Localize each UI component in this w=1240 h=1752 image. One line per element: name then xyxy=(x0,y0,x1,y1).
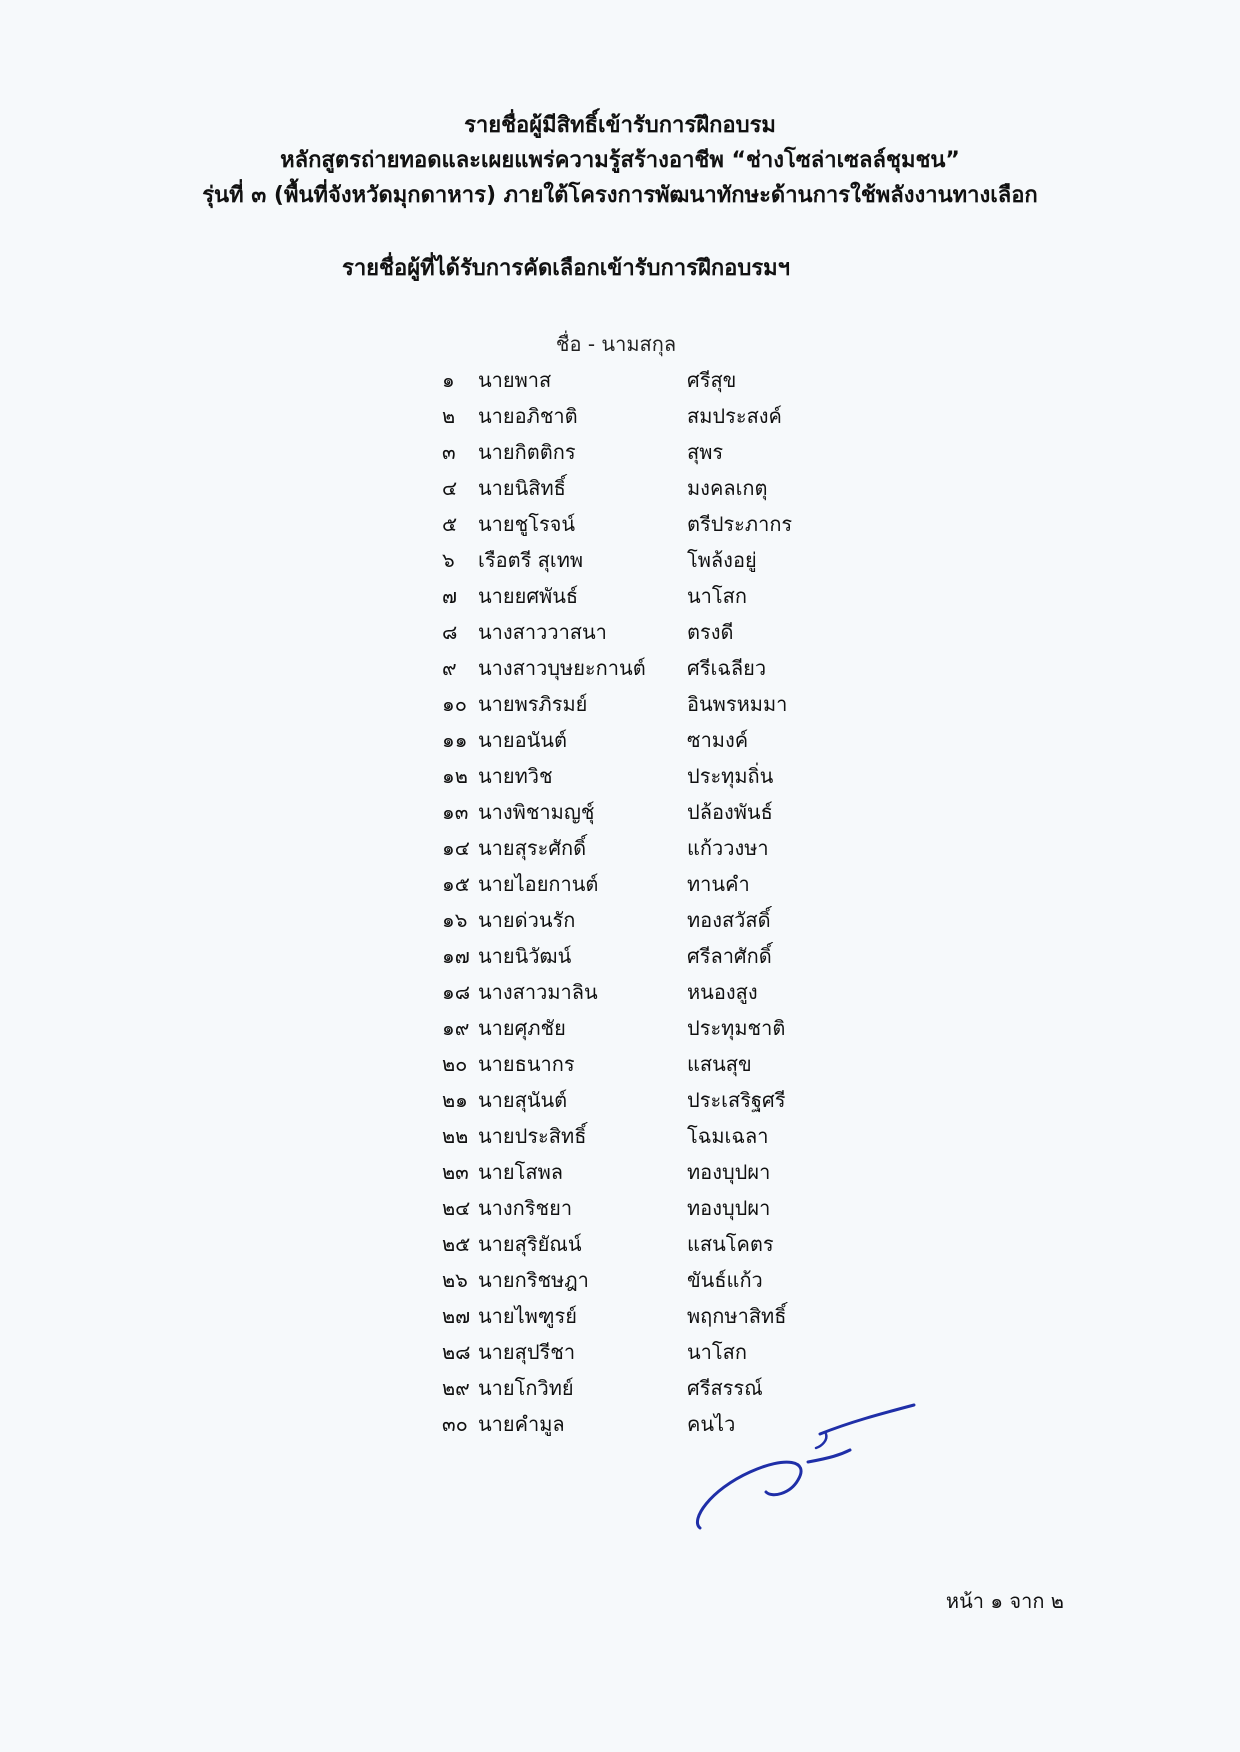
last-name: ประทุมถิ่น xyxy=(687,764,774,788)
last-name: แก้ววงษา xyxy=(687,836,769,860)
row-number: ๑๒ xyxy=(442,764,468,788)
first-name: นายนิวัฒน์ xyxy=(478,944,572,968)
first-name: นายศุภชัย xyxy=(478,1016,566,1040)
list-item xyxy=(442,398,847,434)
list-item xyxy=(442,974,847,1010)
row-number: ๗ xyxy=(442,584,458,608)
list-item xyxy=(442,1118,847,1154)
first-name: นางพิชามญชุ์ xyxy=(478,800,595,824)
list-item xyxy=(442,794,847,830)
last-name: โพล้งอยู่ xyxy=(687,548,757,572)
header-batch: รุ่นที่ ๓ (พื้นที่จังหวัดมุกดาหาร) ภายใต้โครงการพัฒนาทักษะด้านการใช้พลังงานทางเลือก xyxy=(202,183,1038,208)
last-name: ซามงค์ xyxy=(687,728,749,752)
name-column-header: ชื่อ - นามสกุล xyxy=(555,332,677,356)
list-item xyxy=(442,1262,847,1298)
last-name: ปล้องพันธ์ xyxy=(687,800,773,824)
list-item xyxy=(442,578,847,614)
last-name: ตรีประภากร xyxy=(687,512,793,536)
list-item xyxy=(442,1298,847,1334)
first-name: นายคำมูล xyxy=(478,1412,565,1436)
list-item xyxy=(442,470,847,506)
first-name: นายสุนันต์ xyxy=(478,1088,568,1112)
row-number: ๒๖ xyxy=(442,1268,468,1292)
row-number: ๒๙ xyxy=(442,1376,470,1400)
row-number: ๕ xyxy=(442,512,458,536)
last-name: ประเสริฐศรี xyxy=(687,1088,786,1112)
row-number: ๒๒ xyxy=(442,1124,469,1148)
last-name: นาโสก xyxy=(687,584,747,608)
last-name: นาโสก xyxy=(687,1340,747,1364)
first-name: นายอภิชาติ xyxy=(478,404,578,428)
first-name: นางสาวบุษยะกานต์ xyxy=(478,656,646,680)
header-title: รายชื่อผู้มีสิทธิ์เข้ารับการฝึกอบรม xyxy=(464,113,776,138)
first-name: นายสุริยัณน์ xyxy=(478,1232,582,1256)
list-item xyxy=(442,722,847,758)
row-number: ๑๘ xyxy=(442,980,471,1004)
last-name: ประทุมชาติ xyxy=(687,1016,786,1040)
row-number: ๒๗ xyxy=(442,1304,471,1328)
list-item xyxy=(442,1334,847,1370)
row-number: ๒๔ xyxy=(442,1196,471,1220)
first-name: นายอนันต์ xyxy=(478,728,567,752)
last-name: ทานคำ xyxy=(687,872,750,896)
first-name: นายสุปรีชา xyxy=(478,1340,576,1364)
list-item xyxy=(442,758,847,794)
row-number: ๑๖ xyxy=(442,908,468,932)
list-item xyxy=(442,506,847,542)
list-item xyxy=(442,686,847,722)
last-name: ทองบุปผา xyxy=(687,1160,771,1184)
first-name: เรือตรี สุเทพ xyxy=(478,548,584,572)
participant-list xyxy=(442,362,847,1442)
first-name: นายกริชษฎา xyxy=(478,1268,589,1292)
first-name: นายธนากร xyxy=(478,1052,575,1076)
list-item xyxy=(442,938,847,974)
row-number: ๒๐ xyxy=(442,1052,468,1076)
row-number: ๖ xyxy=(442,548,455,572)
header-course: หลักสูตรถ่ายทอดและเผยแพร่ความรู้สร้างอาชีพ “ช่างโซล่าเซลล์ชุมชน” xyxy=(280,148,960,173)
list-item xyxy=(442,830,847,866)
row-number: ๓ xyxy=(442,440,456,464)
list-item xyxy=(442,1226,847,1262)
last-name: สมประสงค์ xyxy=(687,404,782,428)
first-name: นางสาวมาลิน xyxy=(478,980,598,1004)
row-number: ๓๐ xyxy=(442,1412,468,1436)
row-number: ๑๐ xyxy=(442,692,467,716)
list-item xyxy=(442,362,847,398)
first-name: นายโสพล xyxy=(478,1160,564,1184)
row-number: ๑๔ xyxy=(442,836,470,860)
last-name: ตรงดี xyxy=(687,620,734,644)
first-name: นายพาส xyxy=(478,368,552,392)
first-name: นายไอยกานต์ xyxy=(478,872,599,896)
last-name: แสนโคตร xyxy=(687,1232,774,1256)
row-number: ๑๓ xyxy=(442,800,469,824)
row-number: ๒๘ xyxy=(442,1340,471,1364)
list-item xyxy=(442,542,847,578)
last-name: แสนสุข xyxy=(687,1052,752,1076)
signature xyxy=(690,1400,920,1535)
row-number: ๒๕ xyxy=(442,1232,471,1256)
first-name: นางกริชยา xyxy=(478,1196,573,1220)
first-name: นายพรภิรมย์ xyxy=(478,692,588,716)
first-name: นายไพฑูรย์ xyxy=(478,1304,577,1328)
first-name: นายโกวิทย์ xyxy=(478,1376,574,1400)
last-name: โฉมเฉลา xyxy=(687,1124,769,1148)
row-number: ๘ xyxy=(442,620,458,644)
row-number: ๒๑ xyxy=(442,1088,468,1112)
row-number: ๒ xyxy=(442,404,456,428)
list-item xyxy=(442,434,847,470)
list-item xyxy=(442,1010,847,1046)
first-name: นายทวิช xyxy=(478,764,553,788)
first-name: นายด่วนรัก xyxy=(478,908,576,932)
row-number: ๑๗ xyxy=(442,944,470,968)
first-name: นายนิสิทธิ์ xyxy=(478,476,566,500)
page-number: หน้า ๑ จาก ๒ xyxy=(945,1589,1064,1613)
last-name: ศรีสุข xyxy=(687,368,737,392)
row-number: ๑๙ xyxy=(442,1016,470,1040)
list-subtitle: รายชื่อผู้ที่ได้รับการคัดเลือกเข้ารับการฝึกอบรมฯ xyxy=(342,256,791,281)
last-name: ศรีลาศักดิ์ xyxy=(687,944,772,968)
first-name: นายประสิทธิ์ xyxy=(478,1124,587,1148)
list-item xyxy=(442,1154,847,1190)
first-name: นางสาววาสนา xyxy=(478,620,607,644)
last-name: มงคลเกตุ xyxy=(687,476,768,500)
row-number: ๒๓ xyxy=(442,1160,469,1184)
last-name: หนองสูง xyxy=(687,980,758,1004)
last-name: อินพรหมมา xyxy=(687,692,788,716)
last-name: ศรีเฉลียว xyxy=(687,656,767,680)
first-name: นายชูโรจน์ xyxy=(478,512,576,536)
first-name: นายยศพันธ์ xyxy=(478,584,579,608)
row-number: ๑๕ xyxy=(442,872,470,896)
list-item xyxy=(442,1046,847,1082)
row-number: ๑๑ xyxy=(442,728,468,752)
list-item xyxy=(442,866,847,902)
last-name: สุพร xyxy=(687,440,724,464)
last-name: ขันธ์แก้ว xyxy=(687,1268,763,1292)
document-header xyxy=(0,108,1240,213)
row-number: ๑ xyxy=(442,368,455,392)
last-name: พฤกษาสิทธิ์ xyxy=(687,1304,787,1328)
last-name: คนไว xyxy=(687,1412,736,1436)
list-item xyxy=(442,614,847,650)
list-item xyxy=(442,650,847,686)
last-name: ทองบุปผา xyxy=(687,1196,771,1220)
first-name: นายสุระศักดิ์ xyxy=(478,836,587,860)
last-name: ศรีสรรณ์ xyxy=(687,1376,763,1400)
row-number: ๙ xyxy=(442,656,457,680)
last-name: ทองสวัสดิ์ xyxy=(687,908,771,932)
row-number: ๔ xyxy=(442,476,458,500)
list-item xyxy=(442,1190,847,1226)
list-item xyxy=(442,1082,847,1118)
first-name: นายกิตติกร xyxy=(478,440,576,464)
list-item xyxy=(442,902,847,938)
